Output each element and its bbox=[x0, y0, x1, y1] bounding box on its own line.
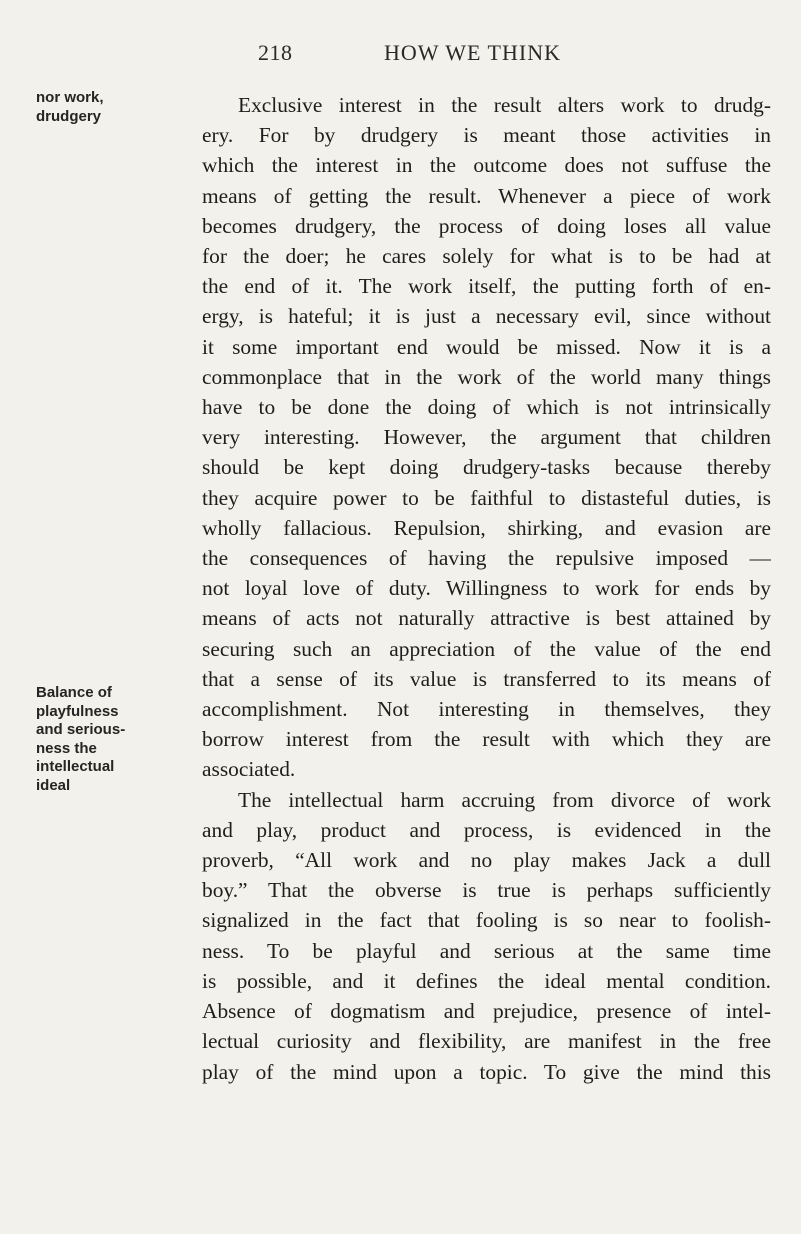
text-line: not loyal love of duty. Willingness to work for ends by bbox=[202, 576, 771, 601]
text-line: means of getting the result. Whenever a piece of work bbox=[202, 183, 771, 208]
page-number: 218 bbox=[258, 40, 293, 65]
text-line: which the interest in the outcome does not suffuse the bbox=[202, 153, 771, 178]
text-line: ergy, is hateful; it is just a necessary evil, since without bbox=[202, 304, 771, 329]
text-line: wholly fallacious. Repulsion, shirking, and evasion are bbox=[202, 515, 771, 540]
text-line: that a sense of its value is transferred to its means of bbox=[202, 666, 771, 691]
text-line: associated. bbox=[202, 757, 296, 782]
margin-note-line: and serious- bbox=[36, 721, 126, 738]
page-header bbox=[258, 40, 678, 70]
text-line: they acquire power to be faithful to distasteful duties, is bbox=[202, 485, 771, 510]
text-line: very interesting. However, the argument that children bbox=[202, 425, 771, 450]
margin-note-line: ideal bbox=[36, 776, 71, 794]
text-line: is possible, and it defines the ideal mental condition. bbox=[202, 968, 771, 993]
paragraph-intellectual-harm bbox=[202, 785, 771, 1087]
margin-note-line: nor work, bbox=[36, 89, 104, 106]
text-line: lectual curiosity and flexibility, are manifest in the free bbox=[202, 1029, 771, 1054]
text-line: becomes drudgery, the process of doing loses all value bbox=[202, 213, 771, 238]
text-line: Exclusive interest in the result alters work to drudg- bbox=[238, 93, 771, 117]
text-line: securing such an appreciation of the value of the end bbox=[202, 636, 771, 661]
margin-note-line: drudgery bbox=[36, 107, 102, 125]
text-line: the consequences of having the repulsive imposed — bbox=[202, 546, 771, 571]
text-line: ery. For by drudgery is meant those activities in bbox=[202, 123, 771, 148]
text-line: boy.” That the obverse is true is perhaps sufficiently bbox=[202, 878, 771, 903]
text-line: and play, product and process, is evidenced in the bbox=[202, 817, 771, 842]
text-line: for the doer; he cares solely for what is to be had at bbox=[202, 244, 771, 269]
text-line: borrow interest from the result with which they are bbox=[202, 727, 771, 752]
text-line: should be kept doing drudgery-tasks because thereby bbox=[202, 455, 771, 480]
margin-note-balance bbox=[36, 684, 176, 795]
text-line: the end of it. The work itself, the putting forth of en- bbox=[202, 274, 771, 299]
margin-note-line: ness the bbox=[36, 739, 97, 757]
text-line: ness. To be playful and serious at the same time bbox=[202, 938, 771, 963]
text-line: accomplishment. Not interesting in themselves, they bbox=[202, 697, 771, 722]
text-line: The intellectual harm accruing from divorce of work bbox=[238, 787, 771, 812]
text-line: commonplace that in the work of the world many things bbox=[202, 364, 771, 389]
text-line: means of acts not naturally attractive is best attained by bbox=[202, 606, 771, 631]
margin-note-line: Balance of bbox=[36, 684, 112, 701]
text-line: it some important end would be missed. Now it is a bbox=[202, 334, 771, 359]
margin-note-line: playfulness bbox=[36, 702, 119, 720]
text-line: signalized in the fact that fooling is so near to foolish- bbox=[202, 908, 771, 933]
text-line: play of the mind upon a topic. To give the mind this bbox=[202, 1059, 771, 1084]
text-line: have to be done the doing of which is not intrinsically bbox=[202, 395, 771, 420]
margin-note-drudgery bbox=[36, 89, 176, 126]
margin-note-line: intellectual bbox=[36, 758, 115, 775]
running-title: HOW WE THINK bbox=[384, 40, 561, 65]
paragraph-drudgery bbox=[202, 90, 771, 785]
text-line: Absence of dogmatism and prejudice, presence of intel- bbox=[202, 999, 771, 1024]
text-line: proverb, “All work and no play makes Jack a dull bbox=[202, 848, 771, 873]
body-text bbox=[202, 90, 771, 1087]
